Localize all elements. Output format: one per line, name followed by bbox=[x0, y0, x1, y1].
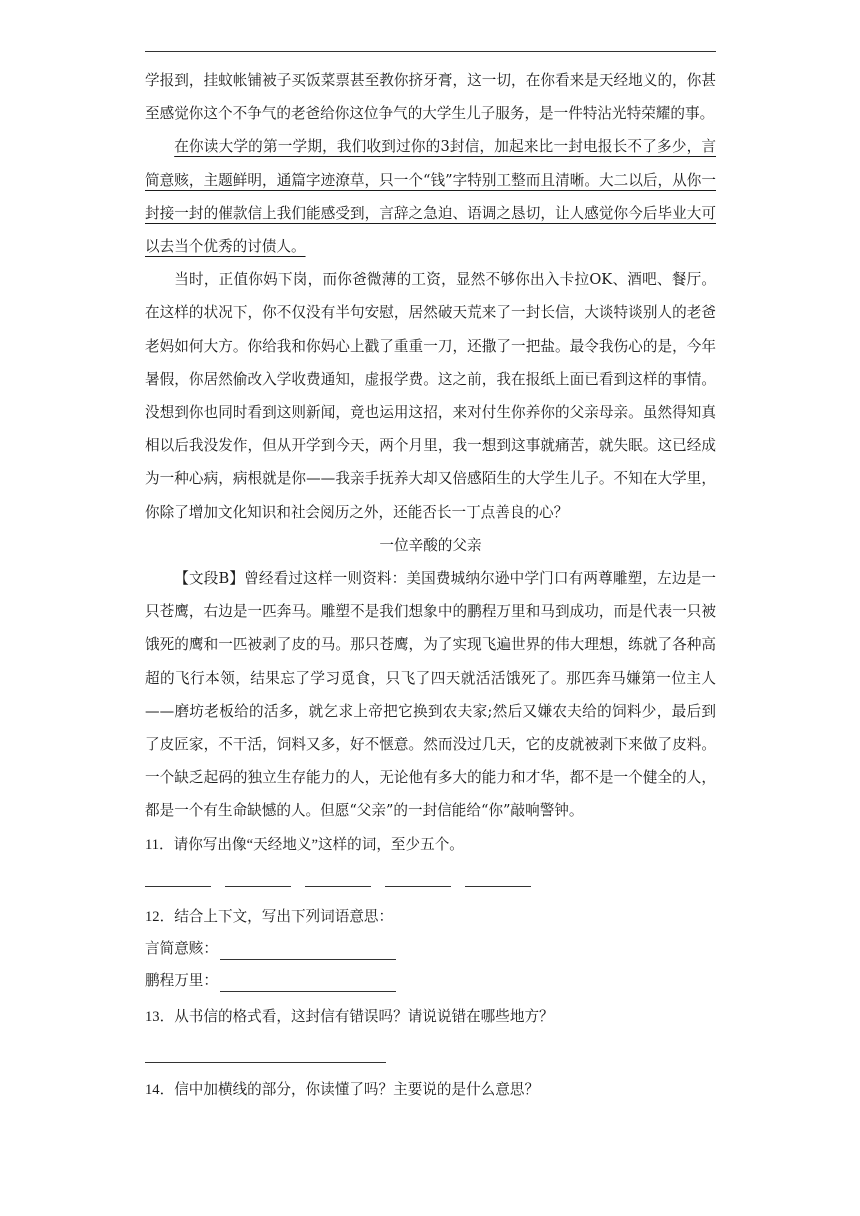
answer-blank[interactable] bbox=[465, 868, 531, 887]
passage-paragraph-b: 【文段B】曾经看过这样一则资料：美国费城纳尔逊中学门口有两尊雕塑，左边是一只苍鹰，右边是一匹奔马。雕塑不是我们想象中的鹏程万里和马到成功，而是代表一只被饿死的鹰和一匹被剥了皮的马。那只苍鹰，为了实现飞遍世界的伟大理想，练就了各种高超的飞行本领，结果忘了学习觅食，只飞了四天就活活饿死了。那匹奔马嫌第一位主人——磨坊老板给的活多，就乞求上帝把它换到农夫家;然后又嫌农夫给的饲料少，最后到了皮匠家，不干活，饲料又多，好不惬意。然而没过几天，它的皮就被剥下来做了皮料。一个缺乏起码的独立生存能力的人，无论他有多大的能力和才华，都不是一个健全的人，都是一个有生命缺憾的人。但愿“父亲”的一封信能给“你”敲响警钟。 bbox=[145, 570, 716, 820]
question-14 bbox=[145, 1079, 716, 1101]
answer-blank[interactable] bbox=[305, 868, 371, 887]
content-area bbox=[145, 64, 716, 1101]
q12-label-2: 鹏程万里： bbox=[145, 972, 218, 989]
q12-field-1 bbox=[145, 938, 716, 960]
q12-answer-line-1[interactable] bbox=[220, 941, 396, 960]
question-12 bbox=[145, 906, 716, 992]
question-13-text: 13．从书信的格式看，这封信有错误吗？请说说错在哪些地方？ bbox=[145, 1008, 554, 1025]
q12-answer-line-2[interactable] bbox=[220, 973, 396, 992]
passage-paragraph-3: 当时，正值你妈下岗，而你爸微薄的工资，显然不够你出入卡拉OK、酒吧、餐厅。在这样的状况下，你不仅没有半句安慰，居然破天荒来了一封长信，大谈特谈别人的老爸老妈如何大方。你给我和你妈心上戳了重重一刀，还撒了一把盐。最令我伤心的是，今年暑假，你居然偷改入学收费通知，虚报学费。这之前，我在报纸上面已看到这样的事情。没想到你也同时看到这则新闻，竟也运用这招，来对付生你养你的父亲母亲。虽然得知真相以后我没发作，但从开学到今天，两个月里，我一想到这事就痛苦，就失眠。这已经成为一种心病，病根就是你——我亲手抚养大却又倍感陌生的大学生儿子。不知在大学里，你除了增加文化知识和社会阅历之外，还能否长一丁点善良的心？ bbox=[145, 271, 716, 521]
answer-blank[interactable] bbox=[385, 868, 451, 887]
q12-label-1: 言简意赅： bbox=[145, 940, 218, 957]
question-11-text: 11．请你写出像“天经地义”这样的词，至少五个。 bbox=[145, 836, 464, 853]
answer-blank[interactable] bbox=[145, 868, 211, 887]
letter-signature: 一位辛酸的父亲 bbox=[379, 536, 482, 554]
answer-blanks bbox=[145, 868, 716, 888]
question-14-text: 14．信中加横线的部分，你读懂了吗？主要说的是什么意思？ bbox=[145, 1081, 540, 1098]
underlined-passage: 在你读大学的第一学期，我们收到过你的3封信，加起来比一封电报长不了多少，言简意赅，主题鲜明，通篇字迹潦草，只一个“钱”字特别工整而且清晰。大二以后，从你一封接一封的催款信上我们能感受到，言辞之急迫、语调之恳切，让人感觉你今后毕业大可以去当个优秀的讨债人。 bbox=[145, 138, 716, 256]
q13-answer-line[interactable] bbox=[145, 1044, 386, 1063]
question-13 bbox=[145, 1006, 716, 1063]
header-rule bbox=[145, 51, 716, 52]
passage-paragraph-2 bbox=[145, 130, 716, 263]
answer-blank[interactable] bbox=[225, 868, 291, 887]
q12-field-2 bbox=[145, 970, 716, 992]
passage-paragraph-1: 学报到，挂蚊帐铺被子买饭菜票甚至教你挤牙膏，这一切，在你看来是天经地义的，你甚至感觉你这个不争气的老爸给你这位争气的大学生儿子服务，是一件特沾光特荣耀的事。 bbox=[145, 72, 716, 123]
question-12-text: 12．结合上下文，写出下列词语意思： bbox=[145, 908, 394, 925]
question-11 bbox=[145, 834, 716, 888]
